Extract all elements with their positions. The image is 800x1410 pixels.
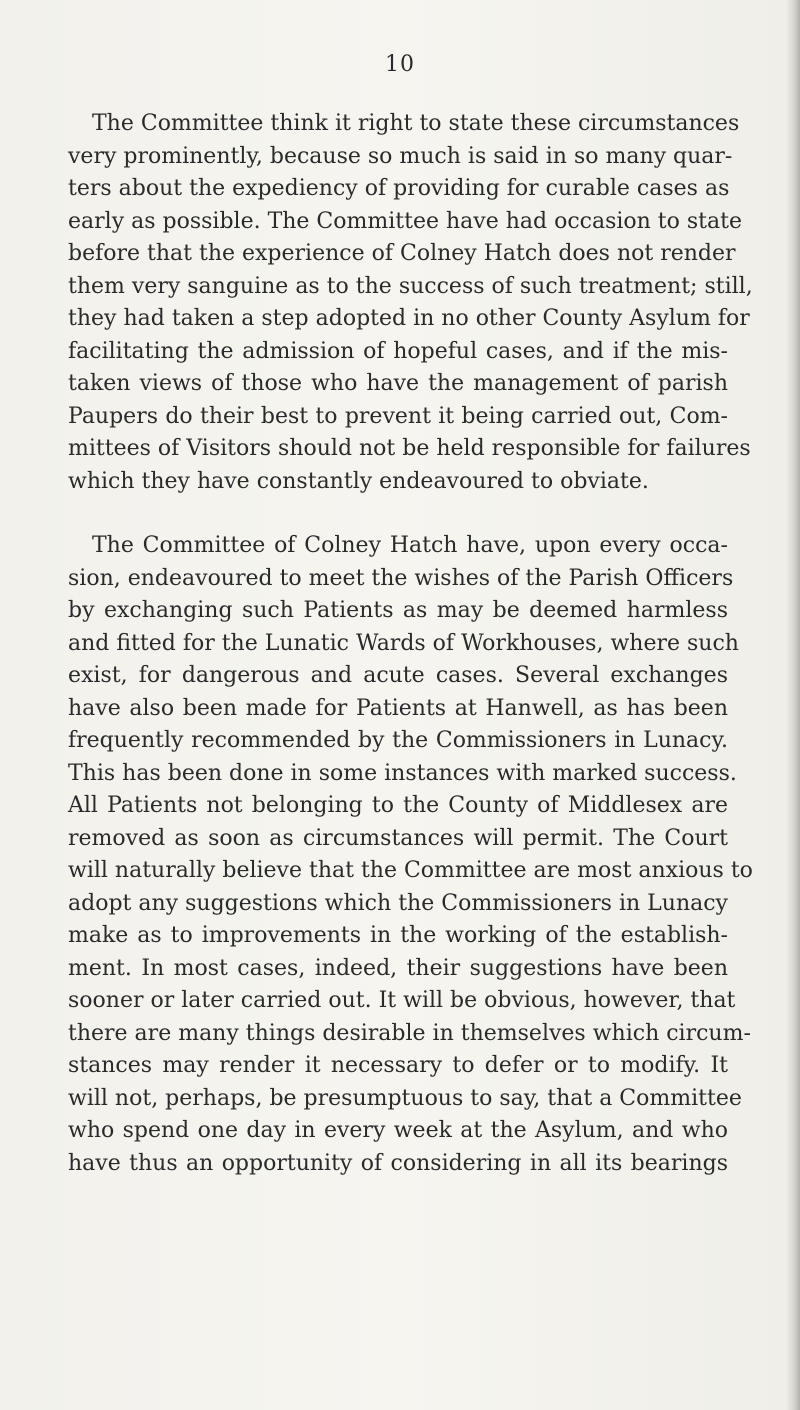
text-line: removed as soon as circumstances will permit. The Court [68, 825, 728, 851]
text-line: have also been made for Patients at Hanwell, as has been [68, 695, 728, 721]
text-line: will not, perhaps, be presumptuous to say, that a Committee [68, 1085, 742, 1111]
text-line: who spend one day in every week at the Asylum, and who [68, 1118, 728, 1143]
text-line: This has been done in some instances with marked success. [68, 760, 737, 786]
text-line: before that the experience of Colney Hatch does not render [68, 241, 736, 266]
text-line: adopt any suggestions which the Commissioners in Lunacy [68, 890, 728, 916]
text-line: frequently recommended by the Commissioners in Lunacy. [68, 728, 728, 753]
text-line: exist, for dangerous and acute cases. Several exchanges [68, 663, 728, 688]
text-line: sooner or later carried out. It will be obvious, however, that [68, 988, 736, 1013]
text-line: mittees of Visitors should not be held responsible for failures [68, 436, 751, 461]
text-line: early as possible. The Committee have had occasion to state [68, 208, 742, 234]
text-line: ters about the expediency of providing for curable cases as [68, 176, 730, 201]
text-line: ment. In most cases, indeed, their suggestions have been [68, 955, 728, 981]
page-edge-shadow [786, 0, 800, 1410]
text-line: All Patients not belonging to the County of Middlesex are [68, 793, 728, 818]
text-line: them very sanguine as to the success of such treatment; still, [68, 273, 753, 299]
text-line: and fitted for the Lunatic Wards of Workhouses, where such [68, 630, 739, 656]
text-line: make as to improvements in the working of the establish- [68, 923, 728, 948]
text-line: stances may render it necessary to defer or to modify. It [68, 1053, 728, 1078]
text-line: very prominently, because so much is said in so many quar- [68, 143, 733, 169]
paragraph-2 [68, 530, 753, 1180]
text-line: facilitating the admission of hopeful cases, and if the mis- [68, 338, 728, 364]
paragraph-gap [68, 498, 728, 530]
text-line: which they have constantly endeavoured to obviate. [68, 468, 649, 494]
text-line: they had taken a step adopted in no other County Asylum for [68, 306, 750, 331]
text-line: taken views of those who have the management of parish [68, 371, 728, 396]
paragraph-1 [68, 108, 753, 498]
text-line: The Committee of Colney Hatch have, upon every occa- [92, 533, 728, 558]
text-line: The Committee think it right to state these circumstances [92, 111, 740, 136]
text-line: Paupers do their best to prevent it being carried out, Com- [68, 403, 728, 429]
text-line: sion, endeavoured to meet the wishes of the Parish Officers [68, 565, 734, 591]
body-text [68, 108, 753, 1180]
text-line: will naturally believe that the Committee are most anxious to [68, 858, 753, 883]
text-line: have thus an opportunity of considering in all its bearings [68, 1150, 728, 1176]
text-line: there are many things desirable in themselves which circum- [68, 1020, 751, 1046]
page-number: 10 [385, 52, 415, 77]
text-line: by exchanging such Patients as may be deemed harmless [68, 598, 728, 623]
